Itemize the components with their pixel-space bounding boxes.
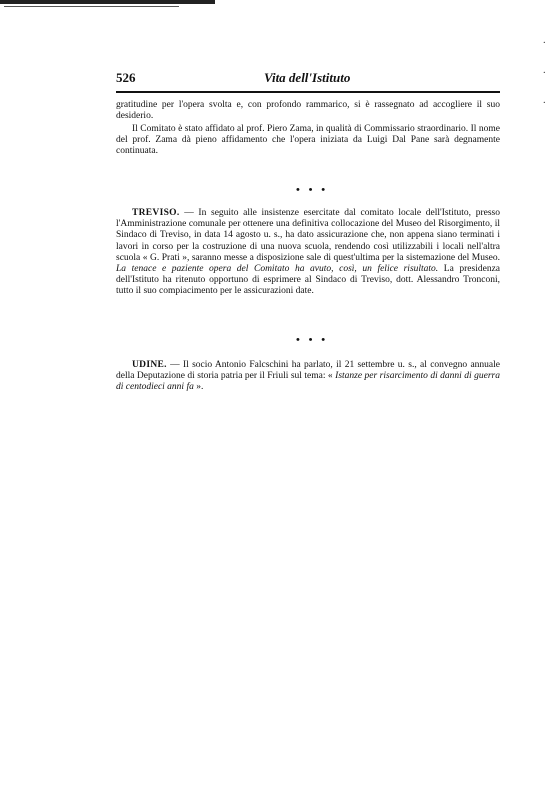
treviso-text-2: La presidenza dell'Istituto ha ritenuto opportuno di esprimere al Sindaco di Treviso, dott. Alessandro Tronconi, tutto il suo compiacimento per le assicurazioni date. — [116, 264, 500, 297]
margin-mark: · — [542, 38, 546, 49]
paragraph-udine — [116, 360, 500, 394]
treviso-lead: TREVISO. — [132, 208, 180, 218]
udine-text-2: ». — [193, 382, 204, 393]
margin-mark: · — [542, 68, 546, 79]
paragraph-treviso — [116, 208, 500, 298]
scan-artifact-rule — [0, 0, 215, 4]
page-number: 526 — [116, 70, 136, 85]
header-rule — [116, 91, 500, 93]
paragraph-gratitude: gratitudine per l'opera svolta e, con profondo rammarico, si è rassegnato ad accogliere il suo desiderio. — [116, 100, 500, 122]
page-header — [116, 70, 500, 88]
udine-lead: UDINE. — [132, 360, 167, 370]
udine-italic: Istanze per risarcimento di danni di guerra di centodieci anni fa — [116, 371, 500, 393]
scan-artifact-rule-thin — [4, 6, 179, 7]
running-title: Vita dell'Istituto — [264, 70, 351, 85]
section-separator-2: • • • — [296, 334, 329, 346]
treviso-text-1: — In seguito alle insistenze esercitate dal comitato locale dell'Istituto, presso l'Amministrazione comunale per ottenere una definitiva collocazione del Museo del Risorgimento, il Sindaco di Treviso, in data 14 agosto u. s., ha dato assicurazione che, non appena siano terminati i lavori in corso per la costruzione di una nuova scuola, rendendo così utilizzabili i locali nell'altra scuola « G. Prati », saranno messe a disposizione sale di quest'ultima per la sistemazione del Museo. — [116, 208, 500, 263]
treviso-italic: La tenace e paziente opera del Comitato ha avuto, così, un felice risultato. — [116, 264, 439, 275]
section-separator-1: • • • — [296, 184, 329, 196]
udine-text-1: — Il socio Antonio Falcschini ha parlato, il 21 settembre u. s., al convegno annuale della Deputazione di storia patria per il Friuli sul tema: « — [116, 360, 500, 382]
margin-mark: · — [542, 98, 546, 109]
paragraph-comitato: Il Comitato è stato affidato al prof. Piero Zama, in qualità di Commissario straordinario. Il nome del prof. Zama dà pieno affidamento che l'opera iniziata da Luigi Dal Pane sarà degnamente continuata. — [116, 124, 500, 157]
